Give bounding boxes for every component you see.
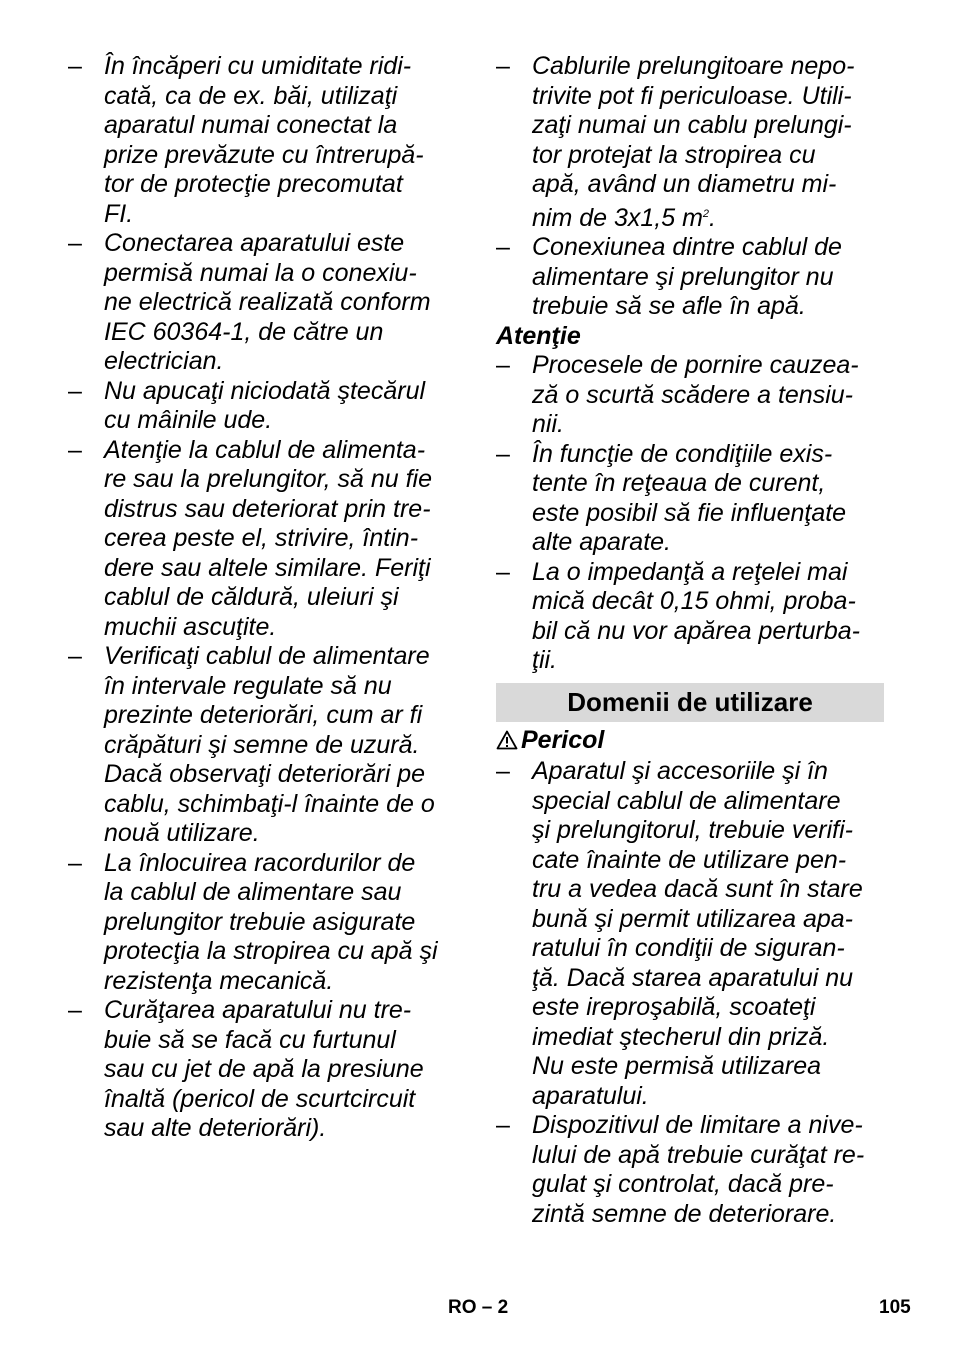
text-line: sau alte deteriorări). <box>104 1114 327 1142</box>
text-line: imediat ştecherul din priză. <box>532 1022 830 1051</box>
text-line: nouă utilizare. <box>104 819 260 847</box>
danger-list <box>496 757 884 1229</box>
text-line: Cablurile prelungitoare nepo- <box>532 52 855 80</box>
text-line: prezinte deteriorări, cum ar fi <box>104 701 423 729</box>
list-item <box>68 642 468 849</box>
text-line: Nu este permisă utilizarea <box>532 1052 822 1080</box>
text-line: prize prevăzute cu întrerupă- <box>104 140 424 169</box>
superscript: 2 <box>702 207 710 220</box>
text-line: şi prelungitorul, trebuie verifi- <box>532 816 853 844</box>
list-item <box>68 436 468 643</box>
list-dash: – <box>68 52 82 80</box>
text-line: tente în reţeaua de curent, <box>532 469 826 497</box>
text-line: FI. <box>104 199 134 228</box>
text-line: zaţi numai un cablu prelungi- <box>532 111 852 139</box>
text-line: Verificaţi cablul de alimentare <box>104 642 430 670</box>
left-list <box>68 52 468 1144</box>
text-line: cu mâinile ude. <box>104 406 273 434</box>
text-line: În funcţie de condiţiile exis- <box>532 439 833 468</box>
list-item <box>68 52 468 229</box>
list-dash: – <box>496 1111 510 1139</box>
text-line: IEC 60364-1, de către un <box>104 317 384 346</box>
text-line: aparatul numai conectat la <box>104 111 398 139</box>
text-line: ţii. <box>532 646 557 674</box>
list-dash: – <box>68 996 82 1024</box>
list-dash: – <box>496 233 510 261</box>
list-item <box>68 996 468 1144</box>
text-line: Dacă observaţi deteriorări pe <box>104 760 425 788</box>
right-list-top <box>496 52 884 322</box>
text-line: trivite pot fi periculoase. Utili- <box>532 81 852 110</box>
list-dash: – <box>496 52 510 80</box>
text-line: tor de protecţie precomutat <box>104 170 403 198</box>
text-line: tor protejat la stropirea cu <box>532 140 816 169</box>
text-line: distrus sau deteriorat prin tre- <box>104 494 431 523</box>
text-line: zintă semne de deteriorare. <box>532 1199 837 1228</box>
text-line: Dispozitivul de limitare a nive- <box>532 1111 863 1139</box>
text-line: cerea peste el, strivire, întin- <box>104 524 419 552</box>
list-item <box>496 351 884 440</box>
warning-triangle-icon <box>496 728 521 758</box>
text-line: Atenţie la cablul de alimenta- <box>104 435 426 464</box>
list-item <box>496 757 884 1111</box>
text-line: protecţia la stropirea cu apă şi <box>104 937 438 965</box>
text-line: apă, având un diametru mi- <box>532 170 837 198</box>
text-line: muchii ascuţite. <box>104 612 277 641</box>
text-line: Procesele de pornire cauzea- <box>532 351 859 379</box>
text-line: rezistenţa mecanică. <box>104 966 334 995</box>
text-line: alimentare şi prelungitor nu <box>532 262 834 291</box>
text-line <box>532 200 884 234</box>
line-text: nim de 3x1,5 m <box>532 203 703 232</box>
text-line: la cablul de alimentare sau <box>104 878 402 906</box>
left-column <box>68 52 468 1144</box>
text-line: special cablul de alimentare <box>532 786 841 815</box>
text-line: bună şi permit utilizarea apa- <box>532 904 853 933</box>
text-line: Curăţarea aparatului nu tre- <box>104 996 412 1024</box>
text-line: cablul de căldură, uleiuri şi <box>104 583 399 611</box>
text-line: lului de apă trebuie curăţat re- <box>532 1140 865 1169</box>
text-line: bil că nu vor apărea perturba- <box>532 616 860 645</box>
list-item <box>496 1111 884 1229</box>
list-dash: – <box>496 557 510 586</box>
text-line: este posibil să fie influenţate <box>532 498 847 527</box>
text-line: electrician. <box>104 347 224 375</box>
page-number: 105 <box>879 1297 911 1318</box>
text-line: trebuie să se afle în apă. <box>532 292 806 320</box>
attention-list <box>496 351 884 676</box>
list-dash: – <box>68 848 82 877</box>
list-item <box>68 377 468 436</box>
list-dash: – <box>496 757 510 785</box>
text-line: buie să se facă cu furtunul <box>104 1025 396 1054</box>
text-line: înaltă (pericol de scurtcircuit <box>104 1084 416 1113</box>
list-dash: – <box>68 642 82 670</box>
text-line: mică decât 0,15 ohmi, proba- <box>532 587 856 615</box>
text-line: cată, ca de ex. băi, utilizaţi <box>104 81 398 110</box>
line-text: . <box>709 203 716 232</box>
text-line: cablu, schimbaţi-l înainte de o <box>104 789 435 818</box>
text-line: tru a vedea dacă sunt în stare <box>532 875 863 903</box>
text-line: crăpături şi semne de uzură. <box>104 730 420 759</box>
text-line: prelungitor trebuie asigurate <box>104 907 416 936</box>
text-line: alte aparate. <box>532 528 671 556</box>
list-item <box>496 558 884 676</box>
text-line: Aparatul şi accesoriile şi în <box>532 757 828 785</box>
text-line: Conectarea aparatului este <box>104 229 405 257</box>
footer-section-label: RO – 2 <box>448 1297 509 1318</box>
list-item <box>496 52 884 233</box>
list-dash: – <box>496 351 510 379</box>
section-heading: Domenii de utilizare <box>496 683 884 722</box>
list-item <box>496 440 884 558</box>
text-line: ză o scurtă scădere a tensiu- <box>532 380 853 409</box>
danger-label-row <box>496 726 884 758</box>
text-line: re sau la prelungitor, să nu fie <box>104 465 432 493</box>
text-line: Conexiunea dintre cablul de <box>532 233 842 261</box>
right-column <box>496 52 884 1229</box>
list-dash: – <box>68 376 82 405</box>
list-dash: – <box>496 439 510 468</box>
text-line: sau cu jet de apă la presiune <box>104 1055 424 1083</box>
list-item <box>68 229 468 377</box>
list-item <box>68 849 468 997</box>
text-line: aparatului. <box>532 1081 649 1110</box>
text-line: în intervale regulate să nu <box>104 671 392 700</box>
text-line: ne electrică realizată conform <box>104 288 431 316</box>
text-line: ratului în condiţii de siguran- <box>532 934 845 962</box>
text-line: este ireproşabilă, scoateţi <box>532 993 816 1021</box>
text-line: Nu apucaţi niciodată ştecărul <box>104 376 426 405</box>
text-line: permisă numai la o conexiu- <box>104 258 417 287</box>
text-line: În încăperi cu umiditate ridi- <box>104 52 412 80</box>
text-line: La înlocuirea racordurilor de <box>104 848 416 877</box>
list-dash: – <box>68 229 82 257</box>
text-line: nii. <box>532 410 564 438</box>
text-line: gulat şi controlat, dacă pre- <box>532 1170 834 1198</box>
text-line: ţă. Dacă starea aparatului nu <box>532 963 854 992</box>
list-dash: – <box>68 435 82 464</box>
list-item <box>496 233 884 322</box>
text-line: dere sau altele similare. Feriţi <box>104 553 431 582</box>
danger-label: Pericol <box>521 725 605 754</box>
text-line: La o impedanţă a reţelei mai <box>532 557 848 586</box>
text-line: cate înainte de utilizare pen- <box>532 845 847 874</box>
attention-label: Atenţie <box>496 321 581 350</box>
